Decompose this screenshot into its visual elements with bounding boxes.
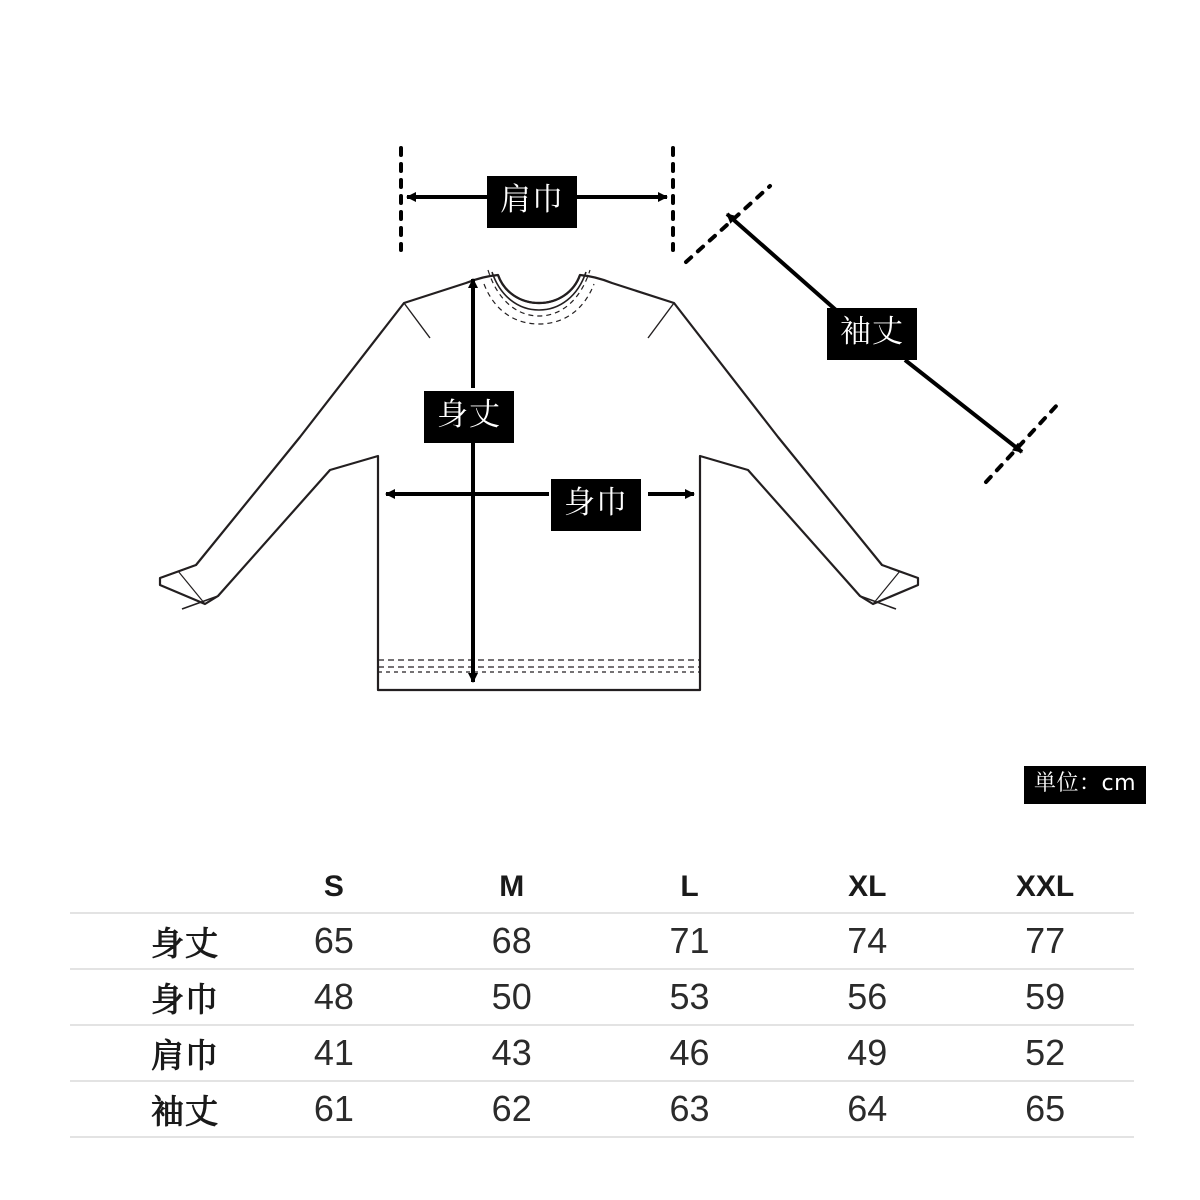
cell-shoulder-width-m: 43 <box>491 1032 532 1073</box>
cell-shoulder-width-l: 46 <box>669 1032 710 1073</box>
sweatshirt-body-outline <box>160 275 918 690</box>
size-table-body <box>70 913 1134 1137</box>
size-table <box>70 862 1134 1138</box>
cell-sleeve-length-xxl: 65 <box>1025 1088 1066 1129</box>
table-row <box>70 913 1134 969</box>
cell-shoulder-width-s: 41 <box>313 1032 354 1073</box>
table-row <box>70 969 1134 1025</box>
size-table-wrapper <box>70 862 1134 1138</box>
table-header-row <box>70 862 1134 913</box>
row-label-body-width: 身巾 <box>151 979 219 1019</box>
cell-body-width-l: 53 <box>669 976 710 1017</box>
label-body-length: 身丈 <box>424 391 514 443</box>
cell-body-length-m: 68 <box>491 920 532 961</box>
label-sleeve-length: 袖丈 <box>827 308 917 360</box>
cell-sleeve-length-xl: 64 <box>847 1088 888 1129</box>
cell-sleeve-length-s: 61 <box>313 1088 354 1129</box>
cell-sleeve-length-l: 63 <box>669 1088 710 1129</box>
label-unit-note: 単位：cm <box>1024 766 1146 804</box>
table-header-s: S <box>323 870 344 903</box>
table-header-l: L <box>680 870 699 903</box>
cell-sleeve-length-m: 62 <box>491 1088 532 1129</box>
row-label-body-length: 身丈 <box>151 923 219 963</box>
table-header-xl: XL <box>848 870 887 903</box>
cell-body-width-xxl: 59 <box>1025 976 1066 1017</box>
label-shoulder-width: 肩巾 <box>487 176 577 228</box>
cell-body-width-xl: 56 <box>847 976 888 1017</box>
cell-body-length-l: 71 <box>669 920 710 961</box>
table-corner-cell <box>70 862 245 913</box>
cell-shoulder-width-xl: 49 <box>847 1032 888 1073</box>
cell-body-width-s: 48 <box>313 976 354 1017</box>
cell-body-length-xxl: 77 <box>1025 920 1066 961</box>
row-label-sleeve-length: 袖丈 <box>151 1091 219 1131</box>
table-row <box>70 1025 1134 1081</box>
cell-body-length-s: 65 <box>313 920 354 961</box>
size-table-head <box>70 862 1134 913</box>
label-body-width: 身巾 <box>551 479 641 531</box>
cell-body-length-xl: 74 <box>847 920 888 961</box>
row-label-shoulder-width: 肩巾 <box>151 1035 219 1075</box>
table-header-m: M <box>499 870 525 903</box>
cell-body-width-m: 50 <box>491 976 532 1017</box>
cell-shoulder-width-xxl: 52 <box>1025 1032 1066 1073</box>
table-header-xxl: XXL <box>1015 870 1075 903</box>
table-row <box>70 1081 1134 1137</box>
